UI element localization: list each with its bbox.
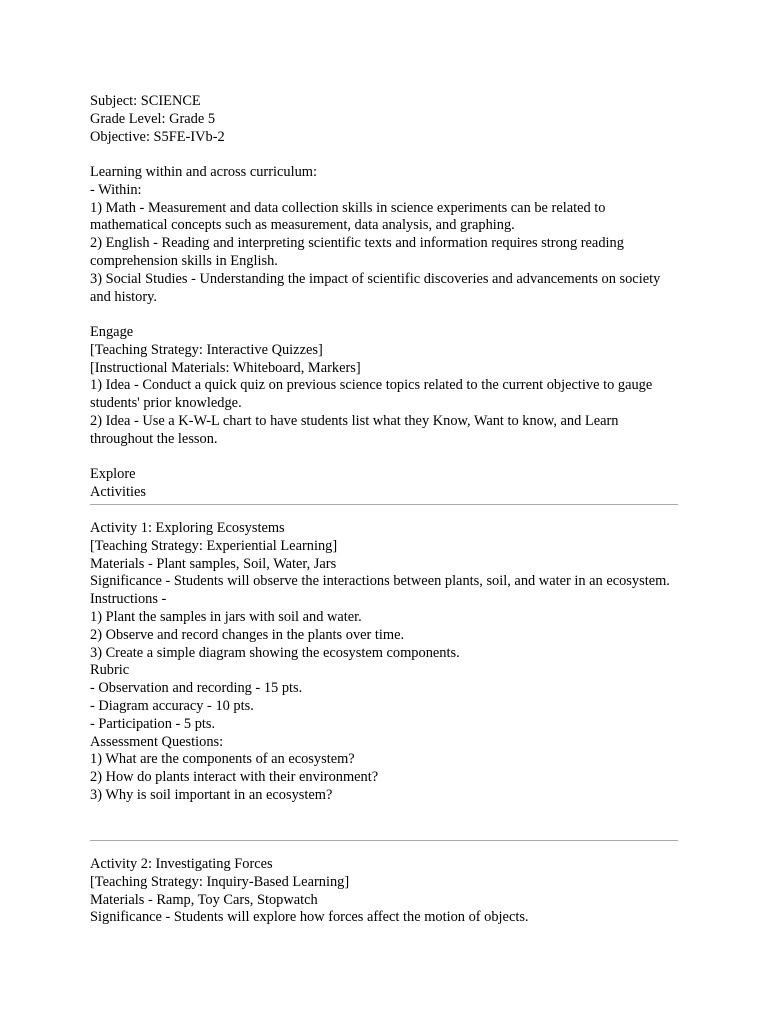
engage-materials: [Instructional Materials: Whiteboard, Markers]: [90, 359, 361, 376]
engage-idea-1: 1) Idea - Conduct a quick quiz on previous science topics related to the current objective to gauge students' prior knowledge.: [90, 377, 653, 412]
curriculum-section: [90, 164, 680, 306]
activity-2-significance: Significance - Students will explore how forces affect the motion of objects.: [90, 909, 529, 926]
activity-1-instruction: 1) Plant the samples in jars with soil and water.: [90, 608, 362, 625]
lesson-header: [90, 93, 680, 146]
curriculum-item-math: 1) Math - Measurement and data collection skills in science experiments can be related to mathematical concepts such as measurement, data analysis, and graphing.: [90, 199, 606, 234]
section-divider: [90, 504, 678, 505]
activity-2: [90, 856, 680, 927]
activity-2-strategy: [Teaching Strategy: Inquiry-Based Learning]: [90, 873, 350, 890]
activity-2-title: Activity 2: Investigating Forces: [90, 856, 273, 872]
activity-1-assessment-heading: Assessment Questions:: [90, 733, 224, 750]
activity-1-rubric-item: - Observation and recording - 15 pts.: [90, 680, 303, 697]
engage-section: [90, 324, 680, 449]
activity-1-question: 1) What are the components of an ecosystem?: [90, 751, 355, 768]
activity-2-materials: Materials - Ramp, Toy Cars, Stopwatch: [90, 891, 318, 908]
activity-1-strategy: [Teaching Strategy: Experiential Learning]: [90, 537, 338, 554]
activities-heading: Activities: [90, 483, 146, 500]
activity-1-question: 3) Why is soil important in an ecosystem?: [90, 786, 333, 803]
engage-idea-2: 2) Idea - Use a K-W-L chart to have students list what they Know, Want to know, and Learn throughout the lesson.: [90, 412, 619, 447]
activity-1: [90, 520, 680, 805]
grade-level-line: Grade Level: Grade 5: [90, 110, 216, 127]
activity-1-question: 2) How do plants interact with their environment?: [90, 769, 379, 786]
explore-heading: Explore: [90, 466, 136, 482]
activity-1-instructions-heading: Instructions -: [90, 591, 167, 608]
engage-strategy: [Teaching Strategy: Interactive Quizzes]: [90, 341, 323, 358]
activity-1-rubric-item: - Diagram accuracy - 10 pts.: [90, 697, 254, 714]
activity-1-title: Activity 1: Exploring Ecosystems: [90, 520, 285, 536]
subject-line: Subject: SCIENCE: [90, 93, 201, 109]
curriculum-within: - Within:: [90, 181, 142, 198]
curriculum-item-english: 2) English - Reading and interpreting scientific texts and information requires strong reading comprehension skills in English.: [90, 235, 624, 269]
activity-1-rubric-heading: Rubric: [90, 662, 130, 679]
activity-1-instruction: 2) Observe and record changes in the plants over time.: [90, 626, 405, 643]
explore-section: [90, 466, 680, 502]
engage-heading: Engage: [90, 324, 134, 340]
curriculum-heading: Learning within and across curriculum:: [90, 164, 317, 180]
curriculum-item-social-studies: 3) Social Studies - Understanding the impact of scientific discoveries and advancements on society and history.: [90, 270, 661, 305]
activity-1-rubric-item: - Participation - 5 pts.: [90, 715, 216, 732]
activity-1-significance: Significance - Students will observe the interactions between plants, soil, and water in an ecosystem.: [90, 573, 670, 590]
activity-1-instruction: 3) Create a simple diagram showing the ecosystem components.: [90, 644, 460, 661]
objective-line: Objective: S5FE-IVb-2: [90, 128, 225, 145]
activity-1-materials: Materials - Plant samples, Soil, Water, Jars: [90, 555, 337, 572]
activity-divider: [90, 840, 678, 841]
